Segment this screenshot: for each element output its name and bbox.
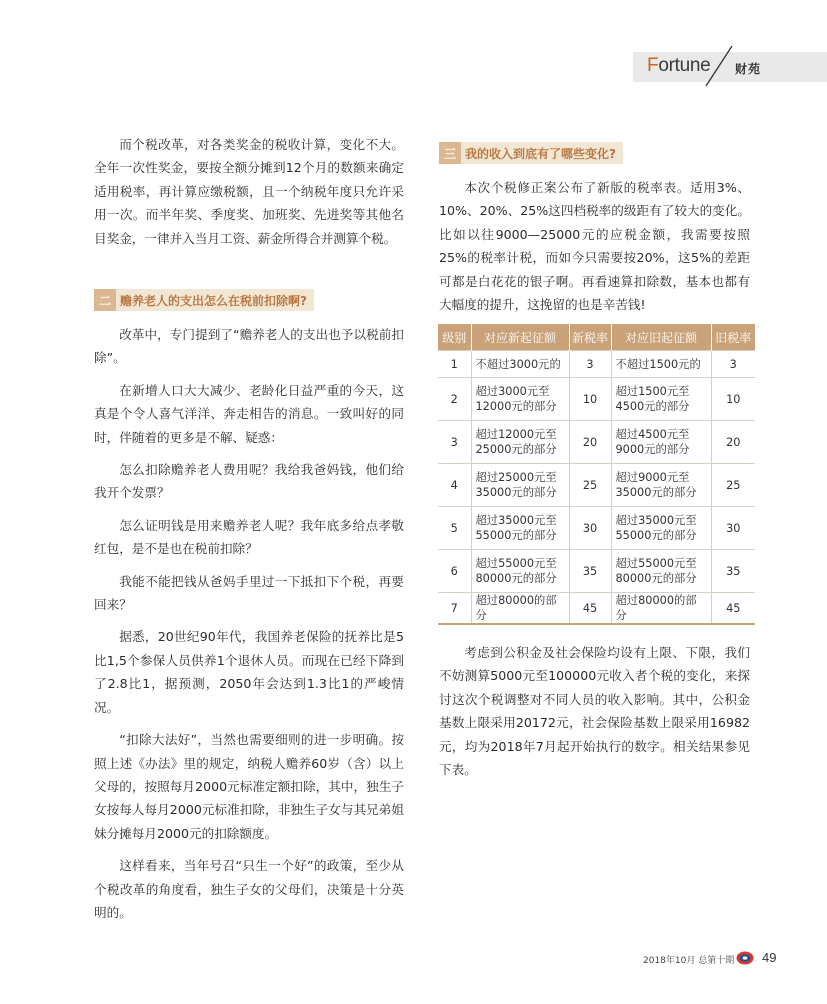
table-cell: 30 [711, 507, 755, 550]
table-cell: 20 [569, 421, 611, 464]
table-row [438, 421, 755, 464]
paragraph: 这样看来，当年号召“只生一个好”的政策，至少从个税改革的角度看，独生子女的父母们，决策是十分英明的。 [94, 858, 404, 920]
paragraph: 据悉，20世纪90年代，我国养老保险的抚养比是5比1,5个参保人员供养1个退休人员。而现在已经下降到了2.8比1，据预测，2050年会达到1.3比1的严峻情况。 [94, 629, 404, 715]
table-cell: 超过35000元至55000元的部分 [471, 507, 569, 550]
table-cell: 3 [711, 351, 755, 378]
table-cell: 超过3000元至12000元的部分 [471, 378, 569, 421]
table-row [438, 507, 755, 550]
table-cell: 25 [711, 464, 755, 507]
table-row [438, 378, 755, 421]
table-cell: 2 [438, 378, 471, 421]
paragraph: 本次个税修正案公布了新版的税率表。适用3%、10%、20%、25%这四档税率的级距有了较大的变化。比如以往9000—25000元的应税金额，我需要按照25%的税率计税，而如今只需要按20%，这5%的差距可都是白花花的银子啊。再看速算扣除数，基本也都有大幅度的提升，这挽留的也是辛苦钱! [439, 180, 750, 313]
left-column-body [94, 323, 404, 933]
table-cell: 45 [711, 593, 755, 625]
paragraph: 怎么扣除赡养老人费用呢？我给我爸妈钱，他们给我开个发票？ [94, 462, 404, 501]
paragraph: 我能不能把钱从爸妈手里过一下抵扣下个税，再要回来？ [94, 573, 404, 613]
page-number: 49 [762, 950, 777, 965]
table-row [438, 464, 755, 507]
heading-text: 我的收入到底有了哪些变化? [461, 142, 623, 164]
table-cell: 超过55000元至80000元的部分 [471, 550, 569, 593]
magazine-logo-icon [736, 951, 754, 965]
table-cell: 超过4500元至9000元的部分 [611, 421, 711, 464]
table-cell: 6 [438, 550, 471, 593]
paragraph: 改革中，专门提到了“赡养老人的支出也予以税前扣除”。 [94, 327, 404, 366]
heading-text: 赡养老人的支出怎么在税前扣除啊? [116, 289, 314, 311]
table-header-row [438, 324, 755, 351]
table-cell: 超过80000的部分 [611, 593, 711, 625]
table-row [438, 351, 755, 378]
table-cell: 10 [711, 378, 755, 421]
table-cell: 1 [438, 351, 471, 378]
table-row [438, 593, 755, 625]
tax-rate-table [438, 324, 755, 625]
divider-slash-icon [704, 44, 734, 88]
table-cell: 7 [438, 593, 471, 625]
table-cell: 超过55000元至80000元的部分 [611, 550, 711, 593]
table-cell: 超过25000元至35000元的部分 [471, 464, 569, 507]
heading-number: 三 [439, 142, 461, 164]
table-cell: 20 [711, 421, 755, 464]
brand-logo [647, 55, 710, 77]
table-cell: 超过12000元至25000元的部分 [471, 421, 569, 464]
paragraph: “扣除大法好”，当然也需要细则的进一步明确。按照上述《办法》里的规定，纳税人赡养60岁（含）以上父母的，按照每月2000元标准定额扣除，其中，独生子女按每人每月2000元标准扣除，非独生子女与其兄弟姐妹分摊每月2000元的扣除额度。 [94, 732, 404, 841]
table-cell: 3 [569, 351, 611, 378]
left-column-top [94, 133, 404, 259]
brand-rest: ortune [658, 55, 711, 76]
table-header: 对应旧起征额 [611, 324, 711, 351]
table-cell: 不超过3000元的 [471, 351, 569, 378]
table-cell: 35 [711, 550, 755, 593]
table-row [438, 550, 755, 593]
section-name: 财苑 [735, 62, 762, 76]
table-cell: 4 [438, 464, 471, 507]
issue-info: 2018年10月 总第十期 [643, 956, 735, 966]
paragraph: 而个税改革，对各类奖金的税收计算，变化不大。全年一次性奖金，要按全额分摊到12个月的数额来确定适用税率，再计算应缴税额，且一个纳税年度只允许采用一次。而半年奖、季度奖、加班奖、先进奖等其他名目奖金，一律并入当月工资、薪金所得合并测算个税。 [94, 137, 404, 246]
brand-initial: F [647, 55, 659, 76]
table-header: 旧税率 [711, 324, 755, 351]
heading-number: 二 [94, 289, 116, 311]
table-header: 对应新起征额 [471, 324, 569, 351]
table-cell: 45 [569, 593, 611, 625]
table-cell: 35 [569, 550, 611, 593]
table-cell: 25 [569, 464, 611, 507]
right-column-bottom [439, 641, 750, 790]
table-cell: 不超过1500元的 [611, 351, 711, 378]
table-cell: 5 [438, 507, 471, 550]
paragraph: 怎么证明钱是用来赡养老人呢？我年底多给点孝敬红包，是不是也在税前扣除？ [94, 517, 404, 557]
section-heading-3 [439, 142, 623, 164]
table-cell: 超过80000的部分 [471, 593, 569, 625]
table-cell: 超过9000元至35000元的部分 [611, 464, 711, 507]
paragraph: 在新增人口大大减少、老龄化日益严重的今天，这真是个令人喜气洋洋、奔走相告的消息。一致叫好的同时，伴随着的更多是不解、疑惑： [94, 382, 404, 445]
paragraph: 考虑到公积金及社会保险均设有上限、下限，我们不妨测算5000元至100000元收入者个税的变化，来探讨这次个税调整对不同人员的收入影响。其中，公积金基数上限采用20172元，社会保险基数上限采用16982元，均为2018年7月起开始执行的数字。相关结果参见下表。 [439, 645, 750, 778]
right-column-top [439, 176, 750, 325]
section-heading-2 [94, 289, 314, 311]
table-cell: 10 [569, 378, 611, 421]
table-header: 新税率 [569, 324, 611, 351]
table-cell: 超过1500元至4500元的部分 [611, 378, 711, 421]
table-cell: 超过35000元至55000元的部分 [611, 507, 711, 550]
table-cell: 30 [569, 507, 611, 550]
table-header: 级别 [438, 324, 471, 351]
table-cell: 3 [438, 421, 471, 464]
